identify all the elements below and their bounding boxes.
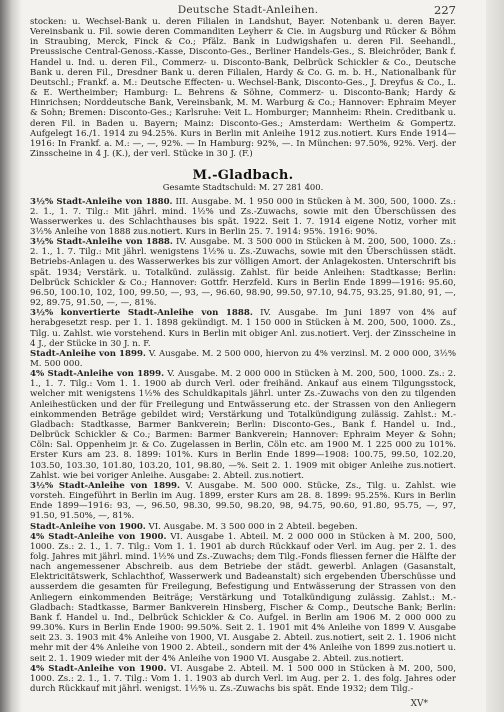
entry-heading: 3½% konvertierte Stadt-Anleihe von 1888. <box>30 308 253 319</box>
running-title: Deutsche Stadt-Anleihen. <box>177 4 319 16</box>
entry-text: IV. Ausgabe. M. 3 500 000 in Stücken à M. 200, 500, 1000. Zs.: 2. 1., 1. 7. Tilg.: Mit jährl. wenigstens 1½% u. Zs.-Zuwachs, sowie mit den Überschüssen städt. Betriebs-Anlagen u. des Wasserwerkes bis zur völligen Amort. der Anlagekosten. Unterschrift bis spät. 1934; Verstärk. u. Totalkünd. zulässig. Zahlst. für beide Anleihen: Stadtkasse; Berlin: Delbrück Schickler & Co.; Hannover: Gottfr. Herzfeld. Kurs in Berlin Ende 1899—1916: 95.60, 96.50, 100.10, 102, 100, 99.50, —, 93, —, 96.60, 98.90, 99.50, 97.10, 94.75, 93.25, 91.80, 91, —, 92, 89.75, 91.50, —, —, 81%. <box>30 237 457 309</box>
entry-paragraph <box>30 349 456 369</box>
entry-heading: Stadt-Anleihe von 1899. <box>30 348 146 359</box>
entry-paragraph <box>30 237 456 308</box>
entry-heading: 3½% Stadt-Anleihe von 1899. <box>30 480 181 491</box>
entry-text: IV. Ausgabe. Im Juni 1897 von 4% auf herabgesetzt resp. per 1. 1. 1898 gekündigt. M. 1 150 000 in Stücken à M. 200, 500, 1000. Zs., Tilg. u. Zahlst. wie vorstehend. Kurs in Berlin mit obiger Anl. zus.notiert. Verj. der Zinsscheine in 4 J., der Stücke in 30 J. n. F. <box>30 308 457 349</box>
entry-text: V. Ausgabe. M. 500 000. Stücke, Zs., Tilg. u. Zahlst. wie vorsteh. Eingeführt in Berlin im Aug. 1899, erster Kurs am 28. 8. 1899: 95.25%. Kurs in Berlin Ende 1899—1916: 93, —, 96.50, 98.30, 99.50, 98.20, 98, 94.75, 90.60, 91.80, 95.75, —, 97, 91.50, 91.50%, —, 81%. <box>30 480 456 522</box>
entry-heading: 3½% Stadt-Anleihe von 1880. <box>30 196 173 207</box>
signature-mark: XV* <box>410 699 428 709</box>
entry-heading: 4% Stadt-Anleihe von 1899. <box>30 369 165 380</box>
entry-paragraph <box>30 369 456 481</box>
entry-text: III. Ausgabe. M. 1 950 000 in Stücken à M. 300, 500, 1000. Zs.: 2. 1., 1. 7. Tilg.: Mit jährl. mind. 1½% und Zs.-Zuwachs, sowie mit den Überschüssen des Wasserwerkes u. des Schlachthauses bis spät. 1922. Seit 1. 7. 1914 eigene Notiz, vorher mit 3½% Anleihe von 1888 zus.notiert. Kurs in Berlin 25. 7. 1914: 95%. 1916: 90%. <box>30 196 456 237</box>
entry-heading: 3½% Stadt-Anleihe von 1888. <box>30 237 173 248</box>
entry-text: VI. Ausgabe 2. Abteil. M. 1 500 000 in Stücken à M. 200, 500, 1000. Zs.: 2. 1., 1. 7. Tilg.: Vom 1. 1. 1903 ab durch Verl. im Aug. per 2. 1. des folg. Jahres oder durch Rückkauf mit jährl. wenigst. 1½% u. Zs.-Zuwachs bis spät. Ende 1932; dem Tilg.- <box>30 663 456 694</box>
entry-text: V. Ausgabe. M. 2 000 000 in Stücken à M. 200, 500, 1000. Zs.: 2. 1., 1. 7. Tilg.: Vom 1. 1. 1900 ab durch Verl. oder freihänd. Ankauf aus einem Tilgungsstock, welcher mit wenigstens 1½% des Schuldkapitals jährl. unter Zs.-Zuwachs von den zu tilgenden Anleihestücken und der für Freilegung und Entwässerung etc. der Strassen von den Anliegern einkommenden Beträge gebildet wird; Verstärkung und Totalkündigung zulässig. Zahlst.: M.-Gladbach: Stadtkasse, Barmer Bankverein; Berlin: Disconto-Ges., Bank f. Handel u. Ind., Delbrück Schickler & Co.; Barmen: Barmer Bankverein; Hannover: Ephraim Meyer & Sohn; Cöln: Sal. Oppenheim jr. & Co. Zugelassen in Berlin, Cöln etc. am 1900 M. 1 225 000 zu 101%. Erster Kurs am 23. 8. 1899: 101%. Kurs in Berlin Ende 1899—1908: 100.75, 99.50, 102.20, 103.50, 103.30, 101.80, 103.20, 101, 98.80, —%. Seit 2. 1. 1909 mit obiger Anleihe zus.notiert. Zahlst. wie bei voriger Anleihe. Ausgabe: 2. Abteil. zus.notiert. <box>30 369 456 481</box>
entry-heading: 4% Stadt-Anleihe von 1900. <box>30 531 167 542</box>
entry-paragraph <box>30 481 456 522</box>
page-header <box>40 4 456 18</box>
entry-text: V. Ausgabe. M. 2 500 000, hiervon zu 4% verzinsl. M. 2 000 000, 3½% M. 500 000. <box>30 348 457 369</box>
entry-paragraph <box>30 197 456 238</box>
page-edge <box>486 0 504 712</box>
entry-heading: Stadt-Anleihe von 1900. <box>30 521 146 532</box>
entry-text: VI. Ausgabe. M. 3 500 000 in 2 Abteil. begeben. <box>148 521 358 532</box>
entry-heading: 4% Stadt-Anleihe von 1900. <box>30 663 167 674</box>
continued-paragraph: stocken: u. Wechsel-Bank u. deren Filialen in Landshut, Bayer. Notenbank u. deren Bayer. Vereinsbank u. Fil. sowie deren Commanditen Leyherr & Cie. in Augsburg und Rücker & Böhm in Straubing, Merck, Finck & Co.; Pfälz. Bank in Ludwigshafen u. deren Fil. Seehandl., Preussische Central-Genoss.-Kasse, Disconto-Ges., Berliner Handels-Ges., S. Bleichröder, Bank f. Handel u. Ind. u. deren Fil., Commerz- u. Disconto-Bank, Delbrück Schickler & Co., Deutsche Bank u. deren Fil., Dresdner Bank u. deren Filialen, Hardy & Co. G. m. b. H., Nationalbank für Deutschl.; Frankf. a. M.: Deutsche Effecten- u. Wechsel-Bank, Disconto-Ges., J. Dreyfus & Co., L. & E. Wertheimber; Hamburg: L. Behrens & Söhne, Commerz- u. Disconto-Bank; Hardy & Hinrichsen; Norddeutsche Bank, Vereinsbank, M. M. Warburg & Co.; Hannover: Ephraim Meyer & Sohn; Bremen: Disconto-Ges.; Karlsruhe: Veit L. Homburger; Mannheim: Rhein. Creditbank u. deren Fil. in Baden u. Bayern; Mainz: Disconto-Ges.; Amsterdam: Wertheim & Gompertz. Aufgelegt 16./1. 1914 zu 94.25%. Kurs in Berlin mit Anleihe 1912 zus.notiert. Kurs Ende 1914—1916: In Frankf. a. M.: —, —, 92%. — In Hamburg: 92%, —. In München: 97.50%, 92%. Verj. der Zinsscheine in 4 J. (K.), der verl. Stücke in 30 J. (F.) <box>30 17 456 160</box>
entry-paragraph <box>30 664 456 694</box>
text-column <box>30 17 456 694</box>
binding-shadow <box>0 0 22 712</box>
entry-paragraph <box>30 308 456 349</box>
entry-paragraph <box>30 532 456 664</box>
entry-text: VI. Ausgabe 1. Abteil. M. 2 000 000 in Stücken à M. 200, 500, 1000. Zs.: 2. 1., 1. 7. Tilg.: Vom 1. 1. 1901 ab durch Rückkauf oder Verl. im Aug. per 2. 1. des folg. Jahres mit jährl. mind. 1½% und Zs.-Zuwachs; dem Tilg.-Fonds fliessen ferner die Hälfte der nach angemessener Abschreib. aus dem Betriebe der städt. gewerbl. Anlagen (Gasanstalt, Elektricitätswerk, Schlachthof, Wasserwerk und Badeanstalt) sich ergebenden Überschüsse und ausserdem die gesamten für Freilegung, Befestigung und Entwässerung der Strassen von den Anliegern einkommenden Beiträge; Verstärkung und Totalkündigung zulässig. Zahlst.: M.-Gladbach: Stadtkasse, Barmer Bankverein Hinsberg, Fischer & Comp., Deutsche Bank; Berlin: Bank f. Handel u. Ind., Delbrück Schickler & Co. Aufgel. in Berlin am 1906 M. 2 000 000 zu 99.30%. Kurs in Berlin Ende 1900: 99.50%. Seit 2. 1. 1901 mit 4% Anleihe von 1899 V. Ausgabe seit 23. 3. 1903 mit 4% Anleihe von 1900, VI. Ausgabe 2. Abteil. zus.notiert, seit 2. 1. 1906 nicht mehr mit der 4% Anleihe von 1900 2. Abteil., sondern mit der 4% Anleihe von 1899 zus.notiert u. seit 2. 1. 1909 wieder mit der 4% Anleihe von 1900 VI. Ausgabe 2. Abteil. zus.notiert. <box>30 531 456 664</box>
section-title: M.-Gladbach. <box>192 168 294 184</box>
section-subtitle: Gesamte Stadtschuld: M. 27 281 400. <box>162 182 324 193</box>
entry-paragraph <box>30 522 456 532</box>
page-number: 227 <box>434 3 456 17</box>
